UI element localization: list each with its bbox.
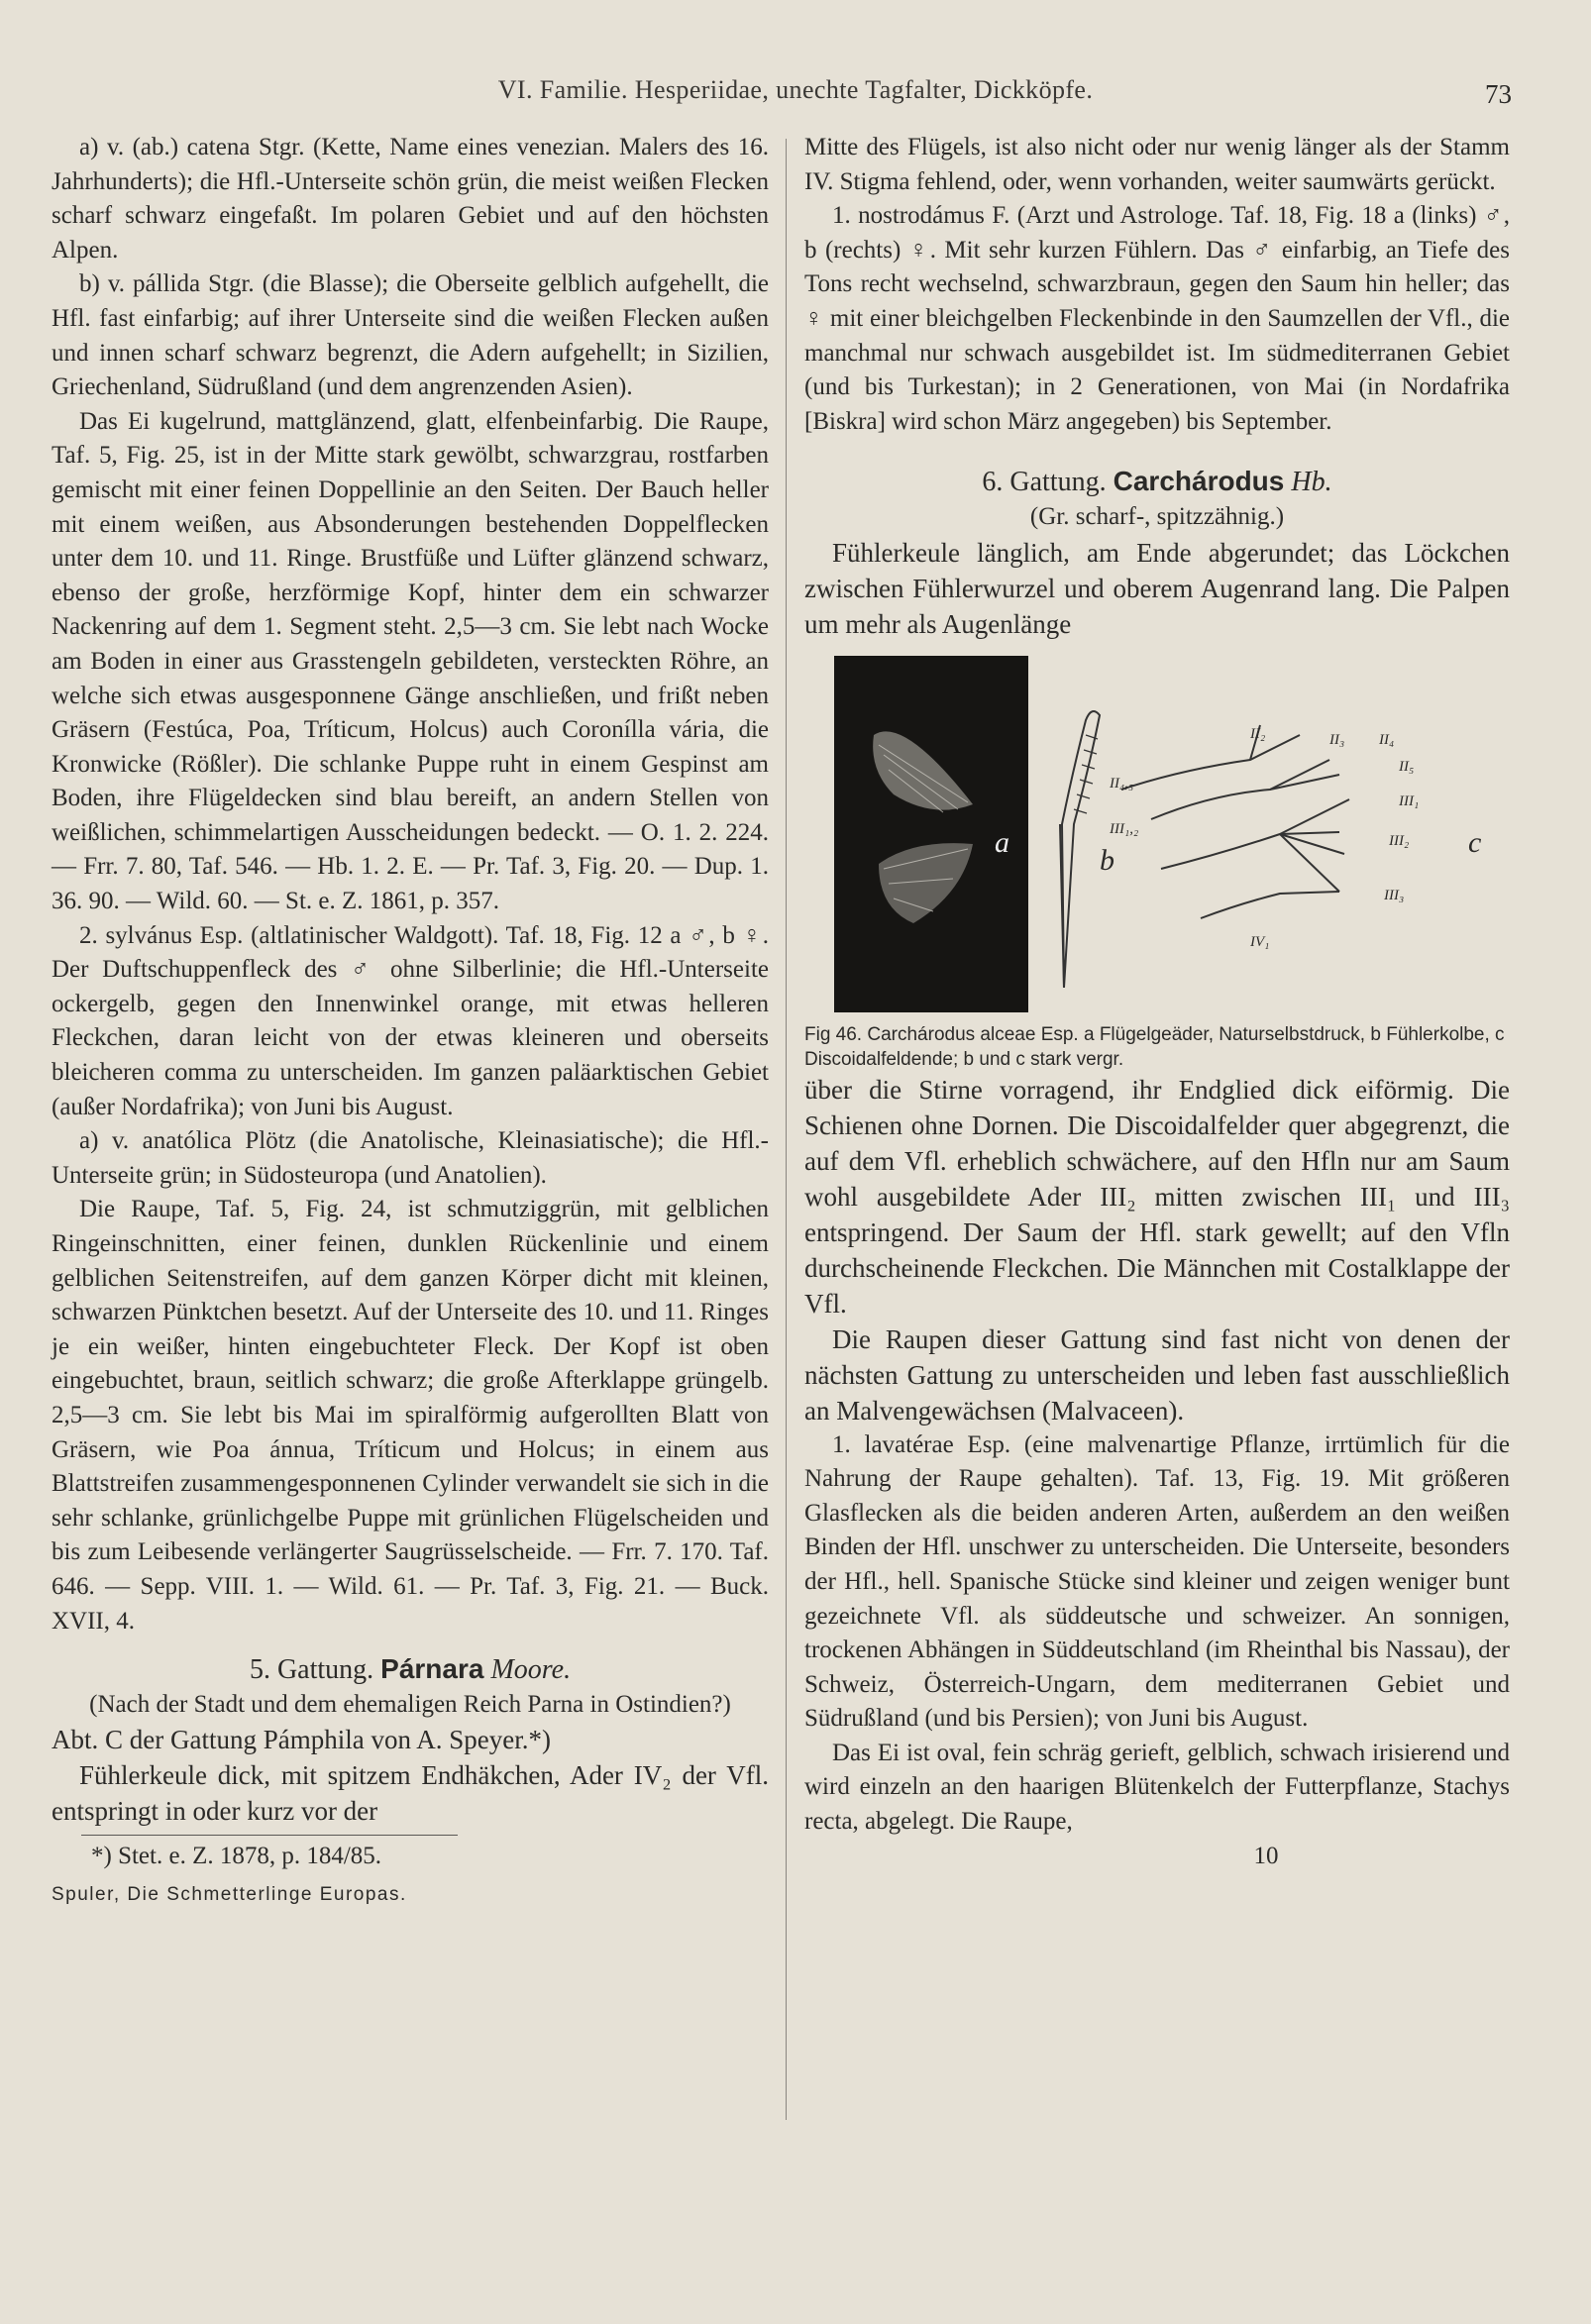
genus-name: Carchárodus [1113,466,1285,497]
figure-46 [804,656,1510,1022]
section-number: 6. Gattung. [982,467,1107,498]
vein-label: III₁,₂ [1110,820,1139,837]
paragraph: 1. nostrodámus F. (Arzt und Astrologe. Taf. 18, Fig. 18 a (links) ♂, b (rechts) ♀. Mit sehr kurzen Fühlern. Das ♂ einfarbig, an Tiefe des Tons recht wechselnd, schwarzbraun, gegen den Saum hin heller; das ♀ mit einer bleichgelben Fleckenbinde in den Saumzellen der Vfl., die manchmal nur schwach ausgebildet ist. Im südmediterranen Gebiet (und bis Turkestan); in 2 Generationen, von Mai (in Nordafrika [Biskra] wird schon März angegeben) bis September. [804,202,1510,435]
vein-label: II₄ [1379,731,1395,748]
left-column [52,131,769,1913]
paragraph: Die Raupen dieser Gattung sind fast nicht von denen der nächsten Gattung zu unterscheiden und leben fast ausschließlich an Malvengewächsen (Malvaceen). [804,1323,1510,1426]
vein-label: II₃ [1329,731,1345,748]
section-heading-gattung-6 [804,465,1510,500]
vein [1201,892,1339,918]
paragraph: Fühlerkeule dick, mit spitzem Endhäkchen, Ader IV₂ der Vfl. entspringt in oder kurz vor der [52,1760,769,1827]
paragraph: Das Ei ist oval, fein schräg gerieft, gelblich, schwach irisierend und wird einzeln an den haarigen Blütenkelch der Futterpflanze, Stachys recta, abgelegt. Die Raupe, [804,1739,1510,1836]
paragraph: Die Raupe, Taf. 5, Fig. 24, ist schmutziggrün, mit gelblichen Ringeinschnitten, einer feinen, dunklen Rückenlinie und einem gelblichen Seitenstreifen, auf dem ganzen Körper dicht mit kleinen, schwarzen Pünktchen besetzt. Auf der Unterseite des 10. und 11. Ringes je ein weißer, hinten eingebuchteter Fleck. Der Kopf ist oben eingebuchtet, braun, seitlich schwarz; die große Afterklappe grüngelb. 2,5—3 cm. Sie lebt bis Mai im spiralförmig aufgerollten Blatt von Gräsern, wie Poa ánnua, Tríticum und Holcus; in einem aus Blattstreifen zusammengesponnenen Cylinder verwandelt sie sich in die sehr schlanke, grünlichgelbe Puppe mit grünlichen Flügelscheiden und bis zum Leibesende verlängerter Saugrüsselscheide. — Frr. 7. 170. Taf. 646. — Sepp. VIII. 1. — Wild. 61. — Pr. Taf. 3, Fig. 21. — Buck. XVII, 4. [52,1196,769,1635]
vein-label: III₂ [1389,832,1410,849]
paragraph: a) v. (ab.) catena Stgr. (Kette, Name eines venezian. Malers des 16. Jahrhunderts); die Hfl.-Unterseite schön grün, die meist weißen Flecken scharf schwarz eingefaßt. Im polaren Gebiet und auf den höchsten Alpen. [52,134,769,264]
section-heading-gattung-5 [52,1652,769,1688]
vein-label: III₃ [1384,887,1405,903]
vein-label: II₅ [1399,758,1415,775]
paragraph: Mitte des Flügels, ist also nicht oder nur wenig länger als der Stamm IV. Stigma fehlend, oder, wenn vorhanden, weiter saumwärts gerückt. [804,134,1510,195]
vein [1161,832,1339,869]
genus-name: Párnara [380,1653,484,1685]
genus-author: Moore. [490,1654,572,1686]
running-head: VI. Familie. Hesperiidae, unechte Tagfalter, Dickköpfe. [497,75,1094,104]
vein [1121,735,1300,790]
genus-author: Hb. [1291,467,1332,498]
figure-label-a: a [995,825,1009,859]
vein-label: II₂ [1250,725,1266,742]
paragraph: a) v. anatólica Plötz (die Anatolische, Kleinasiatische); die Hfl.-Unterseite grün; in Südosteuropa (und Anatolien). [52,1127,769,1189]
genus-etymology: (Gr. scharf-, spitzzähnig.) [1029,502,1285,530]
section-number: 5. Gattung. [249,1654,374,1686]
vein-label: II₄,₅ [1110,775,1134,792]
right-column [804,131,1510,1873]
page-number: 73 [1485,79,1512,109]
imprint: Spuler, Die Schmetterlinge Europas. [52,1883,407,1905]
paragraph: 2. sylvánus Esp. (altlatinischer Waldgott). Taf. 18, Fig. 12 a ♂, b ♀. Der Duftschuppenfleck des ♂ ohne Silberlinie; die Hfl.-Unterseite ockergelb, gegen den Innenwinkel orange, mit etwas helleren Fleckchen, daran leicht von der etwas kleineren und oberseits bleicheren comma zu unterscheiden. Im ganzen paläarktischen Gebiet (außer Nordafrika); von Juni bis August. [52,921,769,1120]
paragraph: Das Ei kugelrund, mattglänzend, glatt, elfenbeinfarbig. Die Raupe, Taf. 5, Fig. 25, ist in der Mitte stark gewölbt, schwarzgrau, rostfarben gemischt mit einer feinen Doppellinie an den Seiten. Der Bauch heller mit einem weißen, aus Absonderungen bestehenden Doppelflecken unter dem 10. und 11. Ringe. Brustfüße und Lüfter glänzend schwarz, ebenso der große, herzförmige Kopf, hinter dem ein schwarzer Nackenring auf dem 1. Segment steht. 2,5—3 cm. Sie lebt nach Wocke am Boden in einer aus Grasstengeln gebildeten, versteckten Röhre, an welche sich etwas ausgesponnene Gänge anschließen, und frißt neben Gräsern (Festúca, Poa, Tríticum, Holcus) auch Coronílla vária, die Kronwicke (Rößler). Die schlanke Puppe ruht in einem Gespinst am Boden, ihre Flügeldecken sind blau bereift, an andern Stellen von weißlichen, schimmelartigen Ausscheidungen bedeckt. — O. 1. 2. 224. — Frr. 7. 80, Taf. 546. — Hb. 1. 2. E. — Pr. Taf. 3, Fig. 20. — Dup. 1. 36. 90. — Wild. 60. — St. e. Z. 1861, p. 357. [52,407,769,915]
vein [1270,760,1329,790]
paragraph: über die Stirne vorragend, ihr Endglied dick eiförmig. Die Schienen ohne Dornen. Die Discoidalfelder quer abgegrenzt, die auf dem Vfl. erheblich schwächere, auf den Hfln nur am Saum wohl ausgebildete Ader III₂ mitten zwischen III₁ und III₃ entspringend. Der Saum der Hfl. stark gewellt; auf den Vfln durchscheinende Fleckchen. Die Männchen mit Costalklappe der Vfl. [804,1074,1510,1319]
footnote-rule [81,1835,458,1836]
paragraph: Fühlerkeule länglich, am Ende abgerundet; das Löckchen zwischen Fühlerwurzel und oberem Augenrand lang. Die Palpen um mehr als Augenlänge [804,537,1510,639]
figure-caption: Fig 46. Carchárodus alceae Esp. a Flügelgeäder, Naturselbstdruck, b Fühlerkolbe, c Discoidalfeldende; b und c stark vergr. [804,1023,1505,1070]
figure-label-b: b [1100,843,1114,877]
figure-label-c: c [1468,825,1482,859]
genus-abt: Abt. C der Gattung Pámphila von A. Speyer.*) [52,1725,551,1755]
paragraph: 1. lavatérae Esp. (eine malvenartige Pflanze, irrtümlich für die Nahrung der Raupe gehalten). Taf. 13, Fig. 19. Mit größeren Glasflecken als die beiden anderen Arten, außerdem an den weißen Binden der Hfl. unschwer zu unterscheiden. Die Unterseite, besonders der Hfl., hell. Spanische Stücke sind kleiner und zeigen weniger bunt gezeichnete Vfl. als süddeutsche und schweizer. An sonnigen, trockenen Abhängen in Süddeutschland (im Rheinthal bis Nassau), der Schweiz, Österreich-Ungarn, dem mediterranen Gebiet und Südrußland (und bis Persien); von Juni bis August. [804,1430,1510,1733]
wing-venation-photo [834,656,1028,1012]
signature-mark: 10 [1253,1842,1279,1869]
vein-label: III₁ [1399,792,1420,809]
vein [1151,775,1339,819]
paragraph: b) v. pállida Stgr. (die Blasse); die Oberseite gelblich aufgehellt, die Hfl. fast einfarbig; auf ihrer Unterseite sind die weißen Flecken außen und innen scharf schwarz begrenzt, die Adern aufgehellt; in Sizilien, Griechenland, Südrußland (und dem angrenzenden Asien). [52,270,769,401]
footnote: *) Stet. e. Z. 1878, p. 184/85. [91,1843,382,1870]
antenna-and-venation-drawing [1042,656,1508,1012]
vein-label: IV₁ [1250,933,1270,950]
genus-etymology: (Nach der Stadt und dem ehemaligen Reich Parna in Ostindien?) [89,1690,731,1718]
vein [1280,799,1349,834]
column-divider [786,139,787,2120]
